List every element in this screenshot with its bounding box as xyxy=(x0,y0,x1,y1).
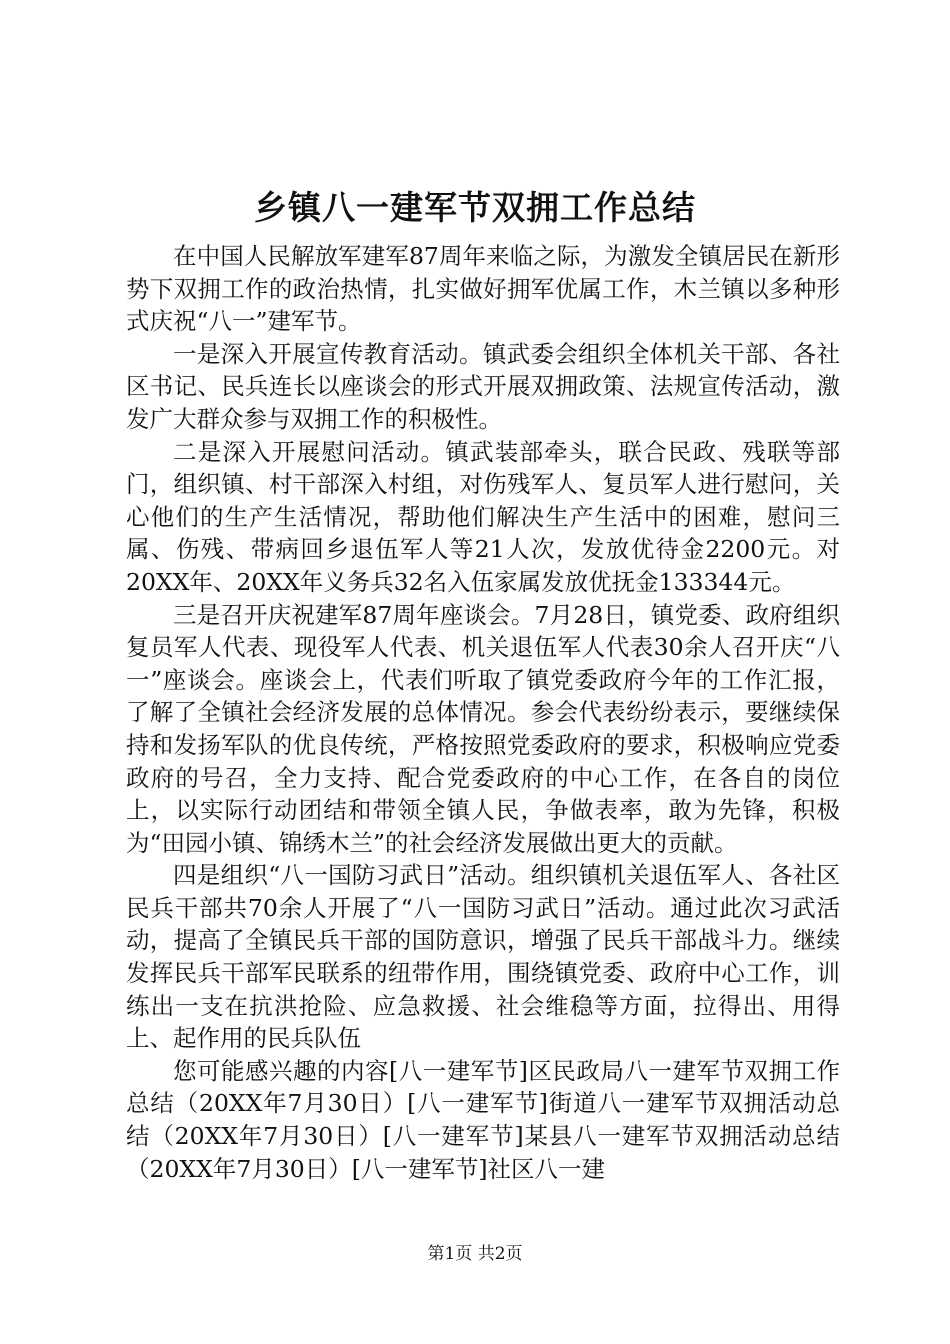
paragraph-intro: 在中国人民解放军建军87周年来临之际，为激发全镇居民在新形势下双拥工作的政治热情，扎实做好拥军优属工作，木兰镇以多种形式庆祝“八一”建军节。 xyxy=(126,242,840,336)
paragraph-symposium: 三是召开庆祝建军87周年座谈会。7月28日，镇党委、政府组织复员军人代表、现役军人代表、机关退伍军人代表30余人召开庆“八一”座谈会。座谈会上，代表们听取了镇党委政府今年的工作汇报，了解了全镇社会经济发展的总体情况。参会代表纷纷表示，要继续保持和发扬军队的优良传统，严格按照党委政府的要求，积极响应党委政府的号召，全力支持、配合党委政府的中心工作，在各自的岗位上，以实际行动团结和带领全镇人民，争做表率，敢为先锋，积极为“田园小镇、锦绣木兰”的社会经济发展做出更大的贡献。 xyxy=(126,600,840,857)
paragraph-martial-day: 四是组织“八一国防习武日”活动。组织镇机关退伍军人、各社区民兵干部共70余人开展了“八一国防习武日”活动。通过此次习武活动，提高了全镇民兵干部的国防意识，增强了民兵干部战斗力。继续发挥民兵干部军民联系的纽带作用，围绕镇党委、政府中心工作，训练出一支在抗洪抢险、应急救援、社会维稳等方面，拉得出、用得上、起作用的民兵队伍 xyxy=(126,861,840,1053)
document-title: 乡镇八一建军节双拥工作总结 xyxy=(254,188,696,227)
page-footer: 第1页 共2页 xyxy=(427,1244,523,1264)
document-body xyxy=(126,240,840,1185)
paragraph-related-links: 您可能感兴趣的内容[八一建军节]区民政局八一建军节双拥工作总结（20XX年7月30日）[八一建军节]街道八一建军节双拥活动总结（20XX年7月30日）[八一建军节]某县八一建军节双拥活动总结（20XX年7月30日）[八一建军节]社区八一建 xyxy=(126,1056,840,1183)
paragraph-publicity: 一是深入开展宣传教育活动。镇武委会组织全体机关干部、各社区书记、民兵连长以座谈会的形式开展双拥政策、法规宣传活动，激发广大群众参与双拥工作的积极性。 xyxy=(126,339,840,433)
paragraph-visits: 二是深入开展慰问活动。镇武装部牵头，联合民政、残联等部门，组织镇、村干部深入村组，对伤残军人、复员军人进行慰问，关心他们的生产生活情况，帮助他们解决生产生活中的困难，慰问三属、伤残、带病回乡退伍军人等21人次，发放优待金2200元。对20XX年、20XX年义务兵32名入伍家属发放优抚金133344元。 xyxy=(126,437,840,596)
